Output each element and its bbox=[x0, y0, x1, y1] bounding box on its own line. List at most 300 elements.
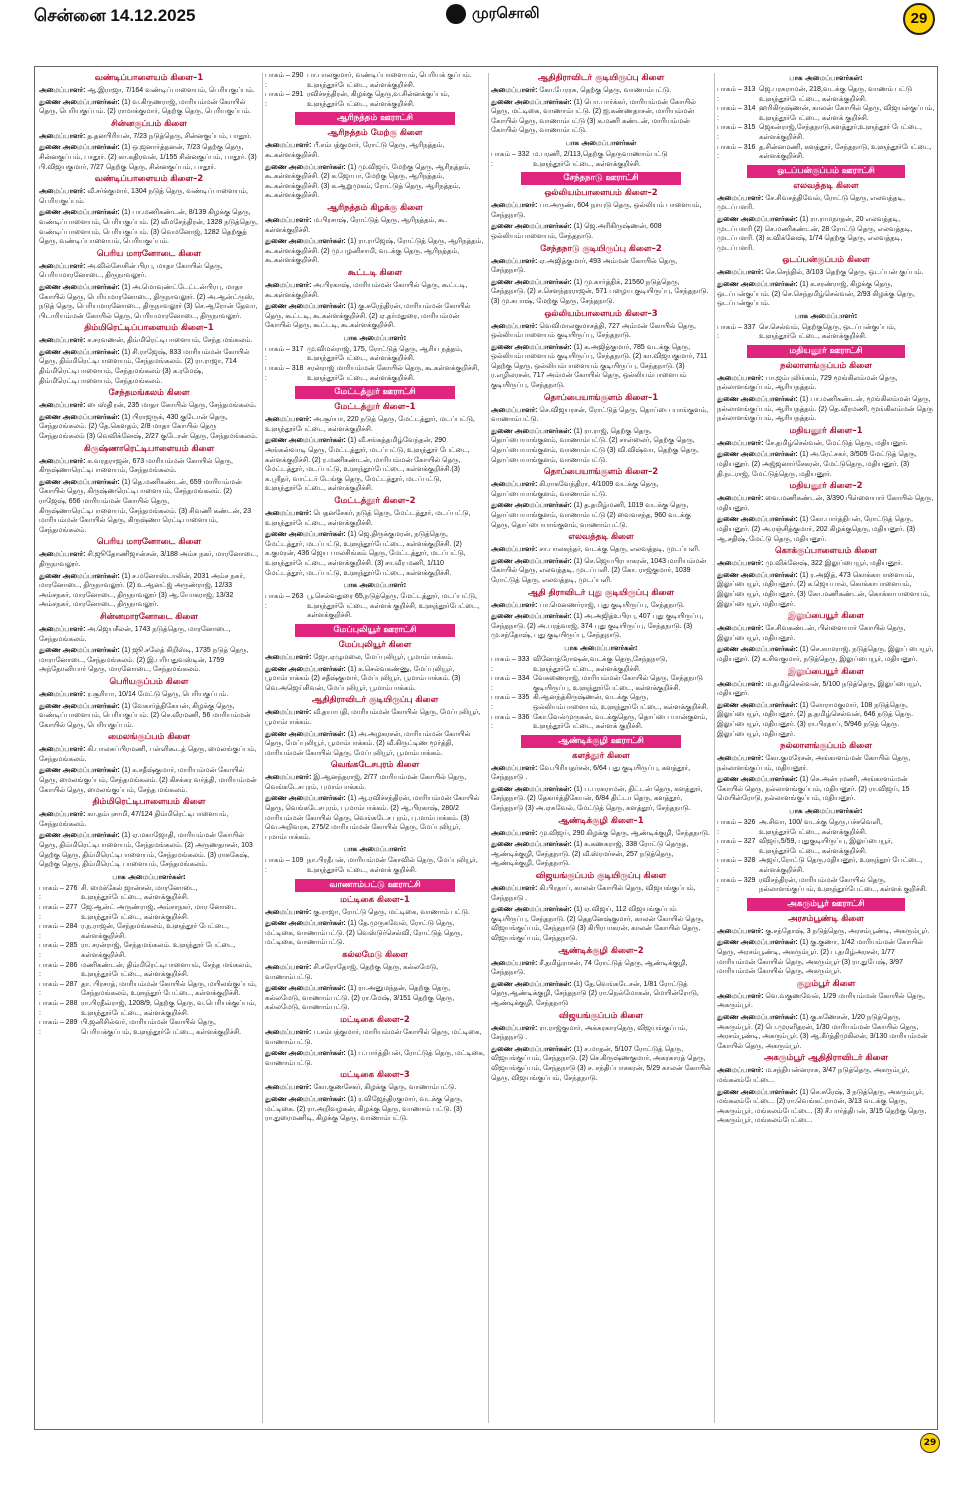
member-entry bbox=[717, 645, 935, 664]
branch-heading: கொக்குப்பாளையம் கிளை bbox=[774, 546, 877, 557]
member-details: ப.சம்பத்குமார், மாரியம்மன் கோயில் தெரு, மட்டிகை, வாணாம்பட்டு. bbox=[265, 1028, 482, 1046]
booth-row bbox=[39, 961, 259, 980]
member-details: (1) சி.ராஜேஷ், 833 மாரியம்மன் கோயில் தெரு, திம்மிரெட்டிபாளையம், சேந்தமங்கலம். (2) ரா.ராஜா, 714 திம்மிரெட்டிபாளையம், சேந்தமங்கலம் (3) க.ரமேஷ், திம்மிரெட்டிபாளையம், சேந்தமங்கலம். bbox=[39, 348, 250, 385]
member-entry bbox=[265, 216, 485, 235]
member-entry bbox=[39, 143, 259, 172]
branch-heading: இலுப்பையூர் கிளை bbox=[787, 611, 865, 622]
role-label: அமைப்பாளர்: bbox=[491, 202, 538, 210]
booth-number: பாகம் – 109 : bbox=[265, 857, 304, 875]
member-details: கி.பிரதாப், காலன் கோயில் தெரு, விஜயங்குப்பம், சேந்தநாடு . bbox=[491, 885, 696, 902]
role-label: துணை அமைப்பாளர்கள்: bbox=[717, 215, 798, 223]
member-details: (1) மு.விஜய், மேற்கு தெரு, ஆரிநத்தம், கூ.கள்ளக்குறிச்சி. (2) க.ஜோபா, மேற்கு தெரு, ஆரிநத்தம், கூ.கள்ளக்குறிச்சி. (3) க.ஆறுமுகம், ரோட்டுத் தெரு, ஆரிநத்தம், கூ.கள்ளக்குறிச்சி. bbox=[265, 163, 471, 200]
member-entry bbox=[491, 601, 711, 611]
booth-number: பாகம் – 263 : bbox=[265, 593, 304, 610]
member-details: (1) க.கணகராஜ், 338 ரோட்டு தெருத, ஆண்டிக்குழி, சேந்தநாடு. (2) வீ.ஸ்ரமர்சன், 257 நடுத்தெரு, ஆண்டிக்குழி, சேந்தநாடு. bbox=[491, 841, 689, 868]
booth-number: பாகம் – 335 : bbox=[491, 694, 530, 711]
member-details: (1) தே.முருகவேல், ரோட்டு தெரு, மட்டிகை, வாணாம்பட்டு. (2) வெஸ்டுர்செல்வி, ரோட்டுத் தெரு, மட்டிகை, வாணாம்பட்டு. bbox=[265, 920, 463, 947]
branch-heading: அரசம்பூண்டி கிளை bbox=[788, 913, 864, 924]
role-label: அமைப்பாளர்: bbox=[39, 811, 86, 819]
member-details: கா.தம்புசாமி, 47/124 திம்மிரெட்டிபாளையம், சேந்தமங்கலம். bbox=[39, 811, 229, 828]
role-label: துணை அமைப்பாளர்கள்: bbox=[491, 1045, 572, 1053]
booth-subheading: பாக அமைப்பாளர்கள்: bbox=[112, 872, 186, 881]
member-entry bbox=[39, 831, 259, 869]
role-label: அமைப்பாளர்: bbox=[265, 709, 312, 717]
member-entry bbox=[39, 86, 259, 96]
content-sheet bbox=[34, 66, 938, 1430]
member-entry bbox=[717, 194, 935, 213]
role-label: துணை அமைப்பாளர்கள்: bbox=[717, 516, 798, 524]
branch-heading: ஆதிதிராவிடர் குடியிருப்பு கிளை bbox=[537, 73, 665, 83]
booth-agent: ஜே.ஆன்ட் அருண்ராஜ், அம்சாநகர், மார னோடை உளுந்தூர்பேட்டை, கள்ளக்குறிச்சி. bbox=[81, 904, 238, 921]
role-label: அமைப்பாளர்: bbox=[717, 755, 764, 763]
role-label: அமைப்பாளர்: bbox=[491, 885, 538, 893]
member-entry bbox=[717, 1066, 935, 1085]
member-details: (1) ஜூ.சலேத் கிறிஸ்டி, 1735 நடுத் தெரு, மாரானோடை, சேந்தமங்கலம். (2) இ.பரியதுவஸ்டின், 1759 அந்தோனியார் தெரு, மாரனோடை, சேந்தமங்கலம். bbox=[39, 647, 249, 674]
member-details: (1) க.சரண்ராஜ், கிழக்கு தெரு, ஒடப்பன்குப்பம். (2) செ.செந்தமிழ்செல்வன், 2/93 கிழக்கு தெரு, ஒடப்பன்குப்பம். bbox=[717, 280, 915, 308]
branch-heading: வெங்கடேசபுரம் கிளை bbox=[330, 760, 420, 771]
booth-row bbox=[39, 903, 259, 922]
role-label: அமைப்பாளர்: bbox=[39, 625, 86, 633]
role-label: துணை அமைப்பாளர்கள்: bbox=[491, 98, 572, 106]
member-entry bbox=[265, 908, 485, 918]
member-entry bbox=[717, 754, 935, 773]
member-entry bbox=[265, 1049, 485, 1068]
member-details: வீ.சர்க்குமார், 1304 நடுத் தெரு, வண்டிப்பாளையம், பெரியகுப்பம். bbox=[39, 188, 248, 205]
member-details: (1) அ.அஜித்உபிரபு, 407 புது குடியிருப்பு, சேந்தநாடு. (2) அ.பரத்வாஜ், 374 புது குடியிருப்பு, சேந்தநாடு. (3) மு.சந்தோஷ், புது குடியிருப்பு, சேந்தநாடு. bbox=[491, 613, 704, 640]
branch-heading: தொப்பையாங்குளம் கிளை–2 bbox=[543, 467, 659, 478]
role-label: துணை அமைப்பாளர்கள்: bbox=[39, 144, 120, 152]
booth-row bbox=[717, 876, 935, 895]
panchayat-banner: மதியனூர் ஊராட்சி bbox=[747, 345, 905, 358]
member-entry bbox=[491, 1045, 711, 1083]
booth-row bbox=[717, 123, 935, 142]
branch-heading: பெரியகுப்பம் கிளை bbox=[109, 676, 189, 687]
booth-number: பாகம் – 290 : bbox=[265, 72, 304, 89]
role-label: துணை அமைப்பாளர்கள்: bbox=[265, 1095, 346, 1103]
member-details: பீ.சம்பத்குமார், ரோட்டு தெரு, ஆரிநத்தம், கூ.கள்ளக்குறிச்சி. bbox=[265, 142, 445, 159]
member-entry bbox=[39, 413, 259, 442]
booth-agent: ரவிசந்திரன், மாரியம்மன் கோயில் தெரு, நல்லாளங்குப்பம், உளுந்தூர்பேட்டை, கள்ளக் குறிச்சி. bbox=[759, 876, 928, 894]
booth-subheading: பாக அமைப்பாளர்கள் bbox=[565, 138, 637, 147]
member-details: (1) க.அஜித்குமார், 785 வடக்கு தெரு, ஒல்லியம்பாளையம் குடியிருப்பு, சேந்தநாடு. (2) கா.விஜயகுமார், 711 தெற்கு தெரு, ஒல்லியம்பாளையம் குடியிருப்பு, சேந்தநாடு. (3) ர.எழிலரசன், 717 அம்மன் கோயில் தெரு, ஒல்லியம்பாளையம் குடியிருப்பு, சேந்தநாடு. bbox=[491, 343, 708, 390]
branch-heading: திம்மிரெட்டிப்பாளையம் கிளை–1 bbox=[84, 323, 214, 334]
member-details: (1) ச.மனோஸ்டாலின், 2031 அம்ச நகர், மாரனோடை, திருநாவலூர். (2) உ.ஆனட்ஜ் அருண்ராஜ், 12/33 அம்சநகர், மாரனோடை, திருநாவலூர் (3) ஆ.யோகராஜ், 13/32 அம்சநகர், மாரனோடை, திருநாவலூர். bbox=[39, 572, 245, 609]
role-label: அமைப்பாளர்: bbox=[717, 495, 764, 503]
member-entry bbox=[717, 938, 935, 976]
role-label: துணை அமைப்பாளர்கள்: bbox=[717, 396, 798, 404]
member-details: (1) அ.மொவுண்ட்டேட்டன்பிரபு, மாதா கோயில் தெரு, பெரியமாரனோடை, திருநாவலூர். (2) அ.ஆன்ட்ருஸ், நடுத் தெரு, பெரியமாரனோடை, திருநாவலூர் (3) செ.ஆரோன் தேவா, பிடாரியம்மன் கோயில் தெரு, பெரியமாரனோடை, திருநாவலூர். bbox=[39, 283, 258, 320]
member-details: இ.ஆனந்தராஜ், 2/77 மாரியம்மன் கோயில் தெரு, வெங்கடேசபுரம், புமாம்பாக்கம். bbox=[265, 774, 467, 791]
member-details: (1) தெ.மணிகண்டன், 659 மாரியம்மன் கோயில் தெரு, கிருஷ்ணரெட்டிபாளையம், சேந்தமங்கலம். (2) ராஜேஷ், 656 மாரியம்மன் கோயில் தெரு, கிருஷ்ணாரெட்டிபாளையம், சேந்தமங்கலம். (3) சிவணி கண்டன், 23 மாரியம்மன் கோயில் தெரு, கிருஷ்ணா ரெட்டிபாளையம், சேந்தமங்கலம். bbox=[39, 478, 252, 534]
branch-heading: மேப்புலியூர் கிளை bbox=[338, 639, 412, 650]
branch-heading: வண்டிப்பாளையம் கிளை–2 bbox=[94, 174, 204, 185]
member-entry bbox=[491, 257, 711, 276]
member-entry bbox=[717, 992, 935, 1011]
role-label: அமைப்பாளர்: bbox=[39, 690, 86, 698]
member-details: ச.சரவணன், திம்மிரெட்டிபாளையம், சேந்த மங்கலம். bbox=[87, 337, 253, 345]
member-details: (1) பா.மணிகண்டன், 8/139 கிழக்கு தெரு, வண்டிப்பாளையம், பெரியகுப்பம். (2) வீமசேந்திரன், 1328 நடுத்தெரு, வண்டிப்பாளையம், பெரியகுப்பம். (3) வெமனோஜ், 1282 தெற்குத் தெரு, வண்டிப்பாளையம், பெரியகுப்பம். bbox=[39, 209, 258, 246]
booth-agent: த.சின்னமணி, களத்தூர், சேந்தநாடு, உளுந்தூர்பேட்டை, கள்ளக்குறிச்சி. bbox=[759, 143, 932, 161]
role-label: அமைப்பாளர்: bbox=[717, 927, 764, 935]
branch-heading: வண்டிப்பாளையம் கிளை–1 bbox=[94, 73, 204, 83]
member-details: செ.செந்தில், 3/103 தெற்கு தெரு, ஒடப்பன் குப்பம். bbox=[765, 269, 924, 277]
role-label: அமைப்பாளர்: bbox=[39, 188, 86, 196]
member-entry bbox=[39, 262, 259, 281]
booth-subheading: பாக அமைப்பாளர்: bbox=[343, 845, 407, 854]
booth-subheading: பாக அமைப்பாளர்: bbox=[343, 581, 407, 590]
booth-row bbox=[491, 713, 711, 732]
member-entry bbox=[491, 785, 711, 814]
member-details: (1) க.சதீஷ்குமார், மாரியம்மன் கோயில் தெரு, மைலங்குப்பம், சேந்தமங்கலம். (2) கிசக்கர வர்த்தி, மாரியம்மன் கோயில் தெரு, மைலங்குப்பம், சேந்த மங்கலம். bbox=[39, 767, 257, 794]
booth-row bbox=[39, 980, 259, 999]
member-entry bbox=[491, 86, 711, 96]
edition-date: சென்னை 14.12.2025 bbox=[34, 6, 196, 25]
booth-agent: ஜெ.பரசுராமன், 218,வடக்கு தெரு, வாணம் பட்டு உளுந்தூர்பேட்டை, கள்ளக்குறிச்சி. bbox=[759, 86, 912, 103]
member-entry bbox=[717, 571, 935, 609]
column-1 bbox=[39, 71, 259, 1425]
role-label: துணை அமைப்பாளர்கள்: bbox=[39, 283, 120, 291]
member-entry bbox=[39, 401, 259, 411]
member-details: (1) மு.கார்த்திக், 21560 நடுத்தெரு, சேந்தநாடு. (2) ச.சௌந்தரராஜன், 571 பழைய குடியிருப்பு, சேந்தநாடு. (3) மு.சுபாஷ், மேற்கு தெரு, சேந்தநாடு. bbox=[491, 278, 709, 305]
member-entry bbox=[717, 215, 935, 253]
role-label: துணை அமைப்பாளர்கள்: bbox=[491, 980, 572, 988]
role-label: அமைப்பாளர்: bbox=[717, 194, 764, 202]
booth-agent: பா.பாலகுமார், வண்டிப்பாளையம், பெரியக் குப்பம். உளுந்தூர்பேட்டை, கள்ளக்குறிச்சி. bbox=[307, 72, 472, 89]
member-details: (1) செ.சுரேஷ், 3 நடுத்தெரு, அகரும்பூர், மங்கலம்பேட்டை. (2) ரா.வெங்கட்ராமன், 3/13 வடக்கு தெரு, அகரும்பூர், மங்கலம்பேட்டை. (3) சீ.பார்த்திபன், 3/15 தெற்கு தெரு, அகரும்பூர், மங்கலம்பேட்டை. bbox=[717, 1088, 927, 1125]
member-details: த.தனபிரியன், 7/23 நடுத்தெரு, சின்னகுப்பம், பாதூர். bbox=[87, 132, 252, 140]
role-label: துணை அமைப்பாளர்கள்: bbox=[717, 646, 798, 654]
booth-row bbox=[265, 364, 485, 383]
role-label: அமைப்பாளர்: bbox=[717, 625, 764, 633]
role-label: அமைப்பாளர்: bbox=[265, 216, 312, 224]
member-details: (1) செ.ஜெயபிரபாகரன், 1043 மாரியம்மன் கோயில் தெரு, எலவத்தடி, முடப்பளி. (2) கோ. ராஜ்குமார், 1039 ரோட்டுத் தெரு, எலவத்தடி, முடப்பளி. bbox=[491, 557, 707, 584]
member-entry bbox=[717, 701, 935, 739]
member-entry bbox=[39, 348, 259, 386]
member-entry bbox=[39, 98, 259, 117]
branch-heading: எலவத்தடி கிளை bbox=[793, 180, 859, 191]
column-2 bbox=[265, 71, 485, 1425]
booth-agent: நா.பிரதீபன், மாரியம்மன் கோவில் தெரு, மேப்புலியூர், உளுந்தூர்பேட்டை, கள்ளக் குறிச்சி. bbox=[307, 857, 478, 875]
role-label: துணை அமைப்பாளர்கள்: bbox=[265, 531, 346, 539]
member-entry bbox=[717, 280, 935, 309]
member-details: (1) கோ.பார்த்திபன், ரோட்டுத் தெரு, மதியனூர். (2) அ.ரஞ்சித்குமார், 202 கிழக்குதெரு, மதியனூர். (3) ஆ.சதிஷ், மேட்டு தெரு, மதியனூர். bbox=[717, 516, 916, 543]
branch-heading: மட்டிகை கிளை–2 bbox=[340, 1014, 410, 1025]
member-details: செ.விஜயரசன், ரோட்டுத் தெரு, தொப்பை யாங்குளம், வாணாம்பட்டு. bbox=[491, 406, 709, 424]
role-label: துணை அமைப்பாளர்கள்: bbox=[39, 767, 120, 775]
booth-agent: மணிகண்டன், திம்மிரெட்டிபாளையம், சேந்த மங்கலம், உளுந்தூர்பேட்டை, கள்ளக்குறிச்சி. bbox=[81, 961, 252, 979]
role-label: துணை அமைப்பாளர்கள்: bbox=[39, 832, 120, 840]
role-label: அமைப்பாளர்: bbox=[265, 281, 312, 289]
role-label: துணை அமைப்பாளர்கள்: bbox=[491, 223, 572, 231]
role-label: அமைப்பாளர்: bbox=[39, 746, 86, 754]
role-label: அமைப்பாளர்: bbox=[265, 142, 312, 150]
branch-heading: பெரிய மாரனோடை கிளை bbox=[96, 537, 202, 548]
booth-agent: ஜெகன்ராஜ்,சேந்தநாடு,களத்தூர்,உளுந்தூர் பேட்டை, கள்ளக்குறிச்சி. bbox=[759, 124, 922, 141]
role-label: துணை அமைப்பாளர்கள்: bbox=[39, 348, 120, 356]
branch-heading: மைலங்குப்பம் கிளை bbox=[107, 732, 191, 743]
role-label: துணை அமைப்பாளர்கள்: bbox=[39, 413, 120, 421]
member-entry bbox=[265, 1083, 485, 1093]
member-entry bbox=[491, 201, 711, 220]
member-entry bbox=[265, 794, 485, 842]
member-details: அ.சூர்யா, 220 நடுத் தெரு, மேட்டத்தூர், மடப்பட்டு, உளுந்தூர்பேட்டை, கள்ளக்குறிச்சி. bbox=[265, 416, 475, 433]
member-entry bbox=[39, 810, 259, 829]
member-details: (1) அ.ரேட்சகர், 3/505 மேட்டுத் தெரு, மதியனூர். (2) அஜ்ஜனார்சேகரன், மேட்டுதெரு, மதியனூர். (3) தி.நடராஜ், மேட்டுத்தெரு, மதியனூர். bbox=[717, 451, 917, 478]
booth-agent: ரா. சரன்ராஜ், சேந்தமங்கலம். உளுந்தூர் பேட்டை, கள்ளக்குறிச்சி. bbox=[81, 942, 236, 959]
member-details: (1) ஜெ.அரிகிருஷ்ணன், 608 ஒல்லியம்பாளையம், சேந்தநாடு. bbox=[491, 223, 662, 240]
panchayat-banner: மேப்புலியூர் ஊராட்சி bbox=[295, 624, 455, 637]
role-label: துணை அமைப்பாளர்கள்: bbox=[265, 238, 346, 246]
role-label: அமைப்பாளர்: bbox=[491, 481, 538, 489]
booth-number: பாகம் – 284 : bbox=[39, 923, 78, 940]
branch-heading: களத்தூர் கிளை bbox=[572, 750, 630, 761]
role-label: துணை அமைப்பாளர்கள்: bbox=[491, 906, 572, 914]
newspaper-name: முரசொலி bbox=[472, 4, 540, 22]
booth-number: பாகம் – 313 : bbox=[717, 86, 756, 103]
booth-number: பாகம் – 285 : bbox=[39, 942, 78, 959]
role-label: துணை அமைப்பாளர்கள்: bbox=[717, 280, 798, 288]
panchayat-banner: வாணாம்பட்டு ஊராட்சி bbox=[295, 879, 455, 892]
member-entry bbox=[265, 436, 485, 494]
role-label: துணை அமைப்பாளர்கள்: bbox=[491, 785, 572, 793]
role-label: துணை அமைப்பாளர்கள்: bbox=[265, 163, 346, 171]
member-details: மு.விக்னேஷ், 322 இலுப்பையூர், மதியனூர். bbox=[765, 560, 903, 568]
branch-heading: நல்லாளங்குப்பம் கிளை bbox=[780, 741, 872, 752]
member-entry bbox=[265, 963, 485, 982]
booth-row bbox=[39, 922, 259, 941]
booth-row bbox=[717, 856, 935, 875]
member-entry bbox=[265, 1095, 485, 1124]
booth-number: பாகம் – 287 : bbox=[39, 980, 78, 998]
sun-emblem-icon bbox=[446, 4, 466, 24]
member-entry bbox=[265, 530, 485, 578]
role-label: அமைப்பாளர்: bbox=[491, 601, 538, 609]
booth-agent: கி.ஆனந்த்கிருஷ்ணன், வடக்கு தெரு, ஒல்லியம்பாளையம், உளுந்தூர்பேட்டை, கள்ளக்குறிச்சி. bbox=[533, 694, 709, 711]
member-entry bbox=[491, 278, 711, 307]
member-details: சே.தமிழ்செல்வன், மேட்டுத் தெரு, மதியனூர். bbox=[765, 439, 908, 447]
role-label: துணை அமைப்பாளர்கள்: bbox=[39, 647, 120, 655]
branch-heading: சின்னமாரனோடை கிளை bbox=[100, 611, 198, 622]
booth-row bbox=[491, 693, 711, 712]
booth-agent: அ.சிவா, 100/ வடக்கு தெரு,பச்சவெளி, உளுந்தூர்பேட்டை, கள்ளக்குறிச்சி. bbox=[759, 819, 883, 836]
member-entry bbox=[491, 829, 711, 839]
booth-row bbox=[717, 104, 935, 123]
booth-agent: ர.ந.ராஜன், சேந்தமங்கலம், உளுந்தூர் பேட்டை, கள்ளக்குறிச்சி. bbox=[81, 923, 229, 940]
role-label: அமைப்பாளர்: bbox=[39, 457, 86, 465]
booth-agent: வினோத்ரோஷன்,வடக்கு தெரு,சேந்தநாடு, உளுந்தூர்பேட்டை, கள்ளக்குறிச்சி. bbox=[533, 655, 668, 673]
member-entry bbox=[265, 708, 485, 727]
role-label: துணை அமைப்பாளர்கள்: bbox=[491, 841, 572, 849]
booth-agent: பூ.செல்வதுரை 65,நடுத்தெரு, மேட்டத்தூர், மடப்பட்டு, உளுந்தூர்பேட்டை, கள்ளக் குறிச்சி, உளுந்தூர்பேட்டை, கள்ளக்குறிச்சி. bbox=[307, 593, 480, 620]
booth-number: பாகம் – 316 : bbox=[717, 143, 756, 161]
booth-number: பாகம் – 329 : bbox=[717, 876, 756, 894]
booth-number: பாகம் – 333 : bbox=[491, 655, 530, 673]
member-details: வை.மணிகண்டன், 3/390 பிள்ளையார் கோயில் தெரு, மதியனூர். bbox=[717, 495, 934, 512]
member-entry bbox=[717, 395, 935, 424]
member-details: (1) ஒ.ஜனார்த்தனன், 7/23 தெற்கு தெரு, சின்னகுப்பம், பாதூர். (2) கா.கதிரவன், 1/155 சின்னகுப்பம், பாதூர். (3) பி.விஜயகுமார், 7/27 தெற்கு தெரு, சின்னகுப்பம், பாதூர். bbox=[39, 144, 257, 171]
role-label: அமைப்பாளர்: bbox=[265, 964, 312, 971]
booth-row bbox=[491, 150, 711, 169]
booth-number: பாகம் – 314 : bbox=[717, 105, 756, 122]
member-details: (1) தே.வெங்கடேசன், 1/81 ரோட்டுத் தெரு,ஆண்டிக்குழி, சேந்தநாடு (2) ரா.நெல்மோகன், மெயின்ரோடு, ஆண்டிக்குழி, சேந்தநாடு bbox=[491, 980, 699, 1007]
booth-agent: ம.பரணி, 2/113,தெற்கு தெருவாணாம்பட்டு உளுந்தூர்பேட்டை, கள்ளக்குறிச்சி. bbox=[533, 150, 668, 168]
member-details: வெவிமாலகுமாசத்தி, 727 அம்மன் கோயில் தெரு, ஒல்லியம்பாளையம் குடியிருப்பு, சேந்தநாடு. bbox=[491, 322, 697, 340]
member-details: (1) கு.குணா, 1/42 மாரியம்மன் கோயில் தெரு, அரசம்பூண்டி, அகரும்பூர். (2) ப.தமிழ்அரசன், 1/77 மாரியம்மன் கோயில் தெரு, அகரும்பூர் (3) ரா.துபேஷ், 3/97 மாரியம்மன் கோயில் தெரு, அகரும்பூர். bbox=[717, 939, 923, 976]
role-label: துணை அமைப்பாளர்கள்: bbox=[491, 278, 572, 286]
branch-heading: பெரிய மாரனோடை கிளை bbox=[96, 248, 202, 259]
booth-number: பாகம் – 315 : bbox=[717, 124, 756, 141]
role-label: அமைப்பாளர்: bbox=[39, 87, 86, 94]
role-label: துணை அமைப்பாளர்கள்: bbox=[717, 571, 798, 579]
member-entry bbox=[717, 624, 935, 643]
booth-row bbox=[39, 941, 259, 960]
booth-agent: ஹரிகிருஷ்ணன், காலன் கோயில் தெரு, விஜயன்குப்பம், உளுந்தூர்பேட்டை, கள்ளக் குறிச்சி. bbox=[759, 105, 935, 122]
role-label: துணை அமைப்பாளர்கள்: bbox=[491, 427, 572, 435]
booth-row bbox=[265, 856, 485, 875]
member-entry bbox=[717, 268, 935, 278]
member-entry bbox=[491, 545, 711, 555]
member-details: (1) ரா.ராஜேஷ், ரோட்டுத் தெரு, ஆரிநத்தம், கூ.கள்ளக்குறிச்சி. (2) மு.பழனிசாமி, வடக்கு தெரு, ஆரிநத்தம், கூ.கள்ளக்குறிச்சி. bbox=[265, 238, 484, 265]
column-divider bbox=[262, 73, 263, 1423]
branch-heading: மேட்டத்தூர் கிளை–2 bbox=[334, 496, 416, 506]
member-details: சி.சரோதோஜ், தெற்கு தெரு, கல்லமேடு, வாணாம்பட்டு. bbox=[265, 964, 439, 981]
role-label: துணை அமைப்பாளர்கள்: bbox=[491, 343, 572, 351]
member-entry bbox=[39, 625, 259, 644]
booth-number: பாகம் – 286 : bbox=[39, 961, 78, 979]
member-details: (1) ரா.ராஜ், தெற்கு தெரு, தொப்பையாங்குளம், வாணாம்பட்டு. (2) சாள்லைர், தெற்கு தெரு, தொப்பையாங்குளம், வாணாம்பட்டு (3) வி.விஷ்வா, தெற்கு தெரு, தொப்பையாங்குளம், வாணாம்பட்டு. bbox=[491, 427, 699, 464]
booth-subheading: பாக அமைப்பாளர்: bbox=[794, 311, 858, 320]
booth-row bbox=[717, 323, 935, 342]
masthead bbox=[0, 0, 972, 34]
panchayat-banner: அகரும்பூர் ஊராட்சி bbox=[747, 898, 905, 911]
member-entry bbox=[491, 884, 711, 903]
branch-heading: கிருஷ்ணாரெட்டிபாளையம் கிளை bbox=[83, 443, 215, 454]
role-label: துணை அமைப்பாளர்கள்: bbox=[265, 985, 346, 993]
branch-heading: அகரும்பூர் ஆதிதிராவிடர் கிளை bbox=[763, 1053, 889, 1064]
booth-agent: தா. பிரசாத், மாரியம்மன் கோயில் தெரு, மயிலங்குப்பம், சேந்தமங்கலம், உளுந்தூர் பேட்டை, கள்ளக்குறிச்சி. bbox=[81, 980, 257, 998]
member-entry bbox=[717, 450, 935, 479]
role-label: துணை அமைப்பாளர்கள்: bbox=[717, 451, 798, 459]
member-details: (1) ஏ.மகாஜோதி, மாரியம்மன் கோயில் தெரு, திம்மிரெட்டிபாளையம், சேந்தமங்கலம். (2) அருணதாசன், 103 தெற்கு தெரு, திம்மிரெட்டிபாளையம், சேந்தமங்கலம். (3) ராசுகேஷ், தெற்கு தெரு, திம்மிரெட்டி பாளையம், சேந்தமங்கலம். bbox=[39, 832, 253, 869]
booth-number: பாகம் – 276 : bbox=[39, 884, 78, 902]
booth-number: பாகம் – 328 : bbox=[717, 857, 756, 875]
role-label: அமைப்பாளர்: bbox=[491, 322, 538, 330]
footer-page-number: 29 bbox=[920, 1433, 940, 1453]
branch-heading: ஆண்டிக்குழி கிளை–2 bbox=[558, 945, 644, 956]
role-label: துணை அமைப்பாளர்கள்: bbox=[39, 98, 120, 106]
booth-subheading: பாக அமைப்பாளர்கள்: bbox=[789, 74, 863, 82]
column-3 bbox=[491, 71, 711, 1425]
branch-heading: நல்லாளங்குப்பம் கிளை bbox=[780, 360, 872, 371]
member-details: ம.தமிழ்செல்வன், 5/100 நடுத்தெரு, இலுப்பையூர், மதியனூர். bbox=[717, 680, 922, 698]
role-label: துணை அமைப்பாளர்கள்: bbox=[39, 209, 120, 217]
member-details: கி.ராகவேந்திரா, 4/1009 வடக்கு தெரு, தொப்பையாங்குளம், வாணாம்பட்டு. bbox=[491, 481, 659, 498]
booth-agent: கோ.வேல்முருகன், வடக்குதெரு, தொப்பை யான்குளம், உளுந்தூர்பேட்டை, கள்ளக் குறிச்சி. bbox=[533, 713, 708, 731]
member-details: (1) பா.மணிகண்டன், மூங்கிலம்மன் தெரு, நல்லாளங்குப்பம், ஆரியநத்தம். (2) தெ.வீரமணி, மூங்கிலம்மன் தெரு நல்லாளங்குப்பம், ஆரியநத்தம். bbox=[717, 396, 933, 423]
booth-agent: சி. மைக்கேல் ஜான்சன், மாரனோடை, உளுந்தூர்பேட்டை, கள்ளக்குறிச்சி. bbox=[81, 884, 198, 902]
branch-heading: சேந்தநாடு குடியிருப்பு கிளை–2 bbox=[540, 243, 662, 254]
member-entry bbox=[39, 766, 259, 795]
member-entry bbox=[491, 840, 711, 869]
role-label: அமைப்பாளர்: bbox=[39, 337, 86, 345]
member-entry bbox=[265, 1028, 485, 1047]
member-entry bbox=[39, 132, 259, 142]
role-label: அமைப்பாளர்: bbox=[265, 416, 312, 424]
member-details: (1) க.செல்வகண்ணு, மேப்புலியூர், பூமாம்பாக்கம் (2) சதீஷ்குமார், மேப்புலியூர், பூமாம்பாக்கம். (3) வெ.அஜெய்சிவன், மேப்புலியூர், பூமாம்பாக்கம். bbox=[265, 665, 461, 692]
role-label: அமைப்பாளர்: bbox=[265, 1084, 312, 1092]
member-details: சே.சிவகண்டன், பிள்ளையார் கோயில் தெரு, இலுப்பையூர், மதியனூர். bbox=[717, 625, 906, 642]
role-label: அமைப்பாளர்: bbox=[265, 653, 312, 661]
member-entry bbox=[39, 187, 259, 206]
member-details: (1) லோராமகுமார், 108 நடுத்தெரு, இலுப்பையூர், மதியனூர். (2) த.தமிழ்செல்வன், 646 நடுத் தெரு. இலுப்பையூர், மதியனூர். (3) ரா.பிரதாப், 5/946 நடுத் தெரு. இலுப்பையூர், மதியனூர். bbox=[717, 701, 914, 738]
booth-number: பாகம் – 326 : bbox=[717, 819, 756, 836]
role-label: அமைப்பாளர்: bbox=[491, 546, 538, 554]
member-entry bbox=[265, 302, 485, 331]
member-details: ஆ.இராஜா, 7/164 வண்டிப்பாளையம், பெரியகுப்பம். bbox=[87, 87, 255, 94]
booth-row bbox=[39, 999, 259, 1018]
member-details: (1) ரா.அனுமந்தன், தெற்கு தெரு, கல்லமேடு, வாணாம்பட்டு. (2) ரா.மேஷ், 3/151 தெற்கு தெரு, கல்லமேடு, வாணாம்பட்டு. bbox=[265, 985, 455, 1012]
member-entry bbox=[265, 281, 485, 300]
member-entry bbox=[717, 374, 935, 393]
booth-agent: மு.விமல்ராஜ், 175, ரோட்டுத் தெரு, ஆரிய நத்தம், உளுந்தூர்பேட்டை, கள்ளக்குறிச்சி. bbox=[307, 345, 463, 363]
role-label: துணை அமைப்பாளர்கள்: bbox=[717, 701, 798, 709]
member-details: (1) கு.கணேசன், 1/20 நடுத்தெரு, அகரும்பூர். (2) பெ.முரளிதரன், 1/30 மாரியம்மன் கோயில் தெரு, அரசம்பூண்டி, அகரும்பூர். (3) ஆ.கீர்த்திமுகிலன், 3/130 மாரியம்மன் கோயில் தெரு, அகரும்பூர். bbox=[717, 1013, 928, 1050]
member-entry bbox=[491, 406, 711, 425]
booth-subheading: பாக அமைப்பாளர்: bbox=[343, 333, 407, 342]
member-details: அ.பிரகாஷ், மாரியம்மன் கோயில் தெரு, கூட்டடி, கூ.கள்ளக்குறிச்சி. bbox=[265, 281, 468, 299]
member-details: ஜோ.ஏழுமலை, மேப்புலியூர், பூமாம்பாக்கம். bbox=[313, 653, 454, 661]
member-details: பா.அருண், 604 நாயுடு தெரு, ஒல்லியம் பாளையம், சேந்தநாடு. bbox=[491, 202, 702, 219]
member-details: (1) ஆ.ரவிச்சந்திரன், மாரியம்மன் கோயில் தெரு, வெங்கடேசபுரம், பு.மாம்பாக்கம். (2) ஆ.பிரகாஷ், 280/2 மாரியம்மன் கோயில் தெரு, வெங்கடேச புரம், பு.மாம்பாக்கம். (3) வெ.அறிவரசு, 275/2 மாரியம்மன் கோயில் தெரு, மேப்புலியூர், புமாம்பாக்கம். bbox=[265, 795, 480, 841]
member-details: கோ.பேரரசு, தெற்கு தெரு, வாணாம்பட்டு. bbox=[539, 87, 672, 94]
member-details: வே.பிரியதர்சன், 6/64 புது குடியிருப்பு, களத்தூர், சேந்தநாடு . bbox=[491, 764, 691, 782]
booth-agent: அஜய்,ரோட்டு தெரு,மதியனூர், உளுந்தூர் பேட்டை, கள்ளக்குறிச்சி. bbox=[759, 857, 923, 875]
member-details: ஏ.அஜித்குமார், 493 அம்மன் கோயில் தெரு, சேந்தநாடு. bbox=[491, 257, 678, 275]
member-entry bbox=[491, 557, 711, 586]
member-details: அ.வில்சோசின் பிரபு, மாதா கோயில் தெரு, பெரியமாரனோடை, திருநாவலூர். bbox=[39, 262, 223, 280]
member-details: ம.சந்தியன்னராசு, 3/47 நடுத்தெரு, அகரும்பூர், மங்கலம்பேட்டை. bbox=[717, 1067, 910, 1084]
member-entry bbox=[265, 509, 485, 528]
member-details: (1) அ.அழகரசன், மாரியம்மன் கோயில் தெரு, மேப்புலியூர், பூமாம்பாக்கம். (2) வீ.கிருட்டிண மூர்த்தி, மாரியம்மன் கோயில் தெரு, மேப்புலியூர், பூமாம்பாக்கம். bbox=[265, 730, 471, 757]
role-label: அமைப்பாளர்: bbox=[39, 551, 86, 559]
column-divider bbox=[714, 73, 715, 1423]
member-details: (1) ஜெ.திருக்குமரன், நடுத்தெரு, மேட்டத்தூர், மடப்பட்டு, உளுந்தூர்பேட்டை, கள்ளக்குறிச்சி. (2) க.குமரன், 436 ஜெய பாலசிங்கம் தெரு, மேட்டத்தூர், மடப்பட்டு, உளுந்தூர்பேட்டை, கள்ளக்குறிச்சி. (3) சா.வீர மணி, 1/110 மேட்டத்தூர், மடப்பட்டு, உளுந்தூர்பேட்டை, கள்ளக்குறிச்சி. bbox=[265, 531, 466, 577]
role-label: அமைப்பாளர்: bbox=[491, 87, 538, 94]
member-entry bbox=[265, 653, 485, 663]
booth-agent: விஜய்,5/59, புதுகுடியிருப்பு, இலுப்பையூர், உளுந்தூர்பேட்டை, கள்ளக்குறிச்சி. bbox=[759, 838, 893, 855]
booth-row bbox=[717, 143, 935, 162]
booth-number: பாகம் – 334 : bbox=[491, 675, 530, 692]
role-label: துணை அமைப்பாளர்கள்: bbox=[717, 939, 798, 947]
branch-heading: ஒடப்பன்குப்பம் கிளை bbox=[782, 255, 870, 266]
panchayat-banner: ஆண்டிக்குழி ஊராட்சி bbox=[521, 735, 681, 748]
role-label: துணை அமைப்பாளர்கள்: bbox=[491, 502, 572, 510]
member-details: பா.மெனணர்ராஜ், புது குடியிருப்பு, சேந்தநாடு. bbox=[539, 601, 685, 609]
member-entry bbox=[39, 702, 259, 731]
role-label: அமைப்பாளர்: bbox=[491, 257, 538, 265]
member-details: ர.சூரியா, 10/14 மேட்டு தெரு, பெரியகுப்பம். bbox=[87, 690, 229, 698]
booth-agent: ரா.பிரதீவ்ராஜ், 1208/9, தெற்கு தெரு, வ.பெரியக்குப்பம், உளுந்தூர்பேட்டை, கள்ளக்குறிச்சி. bbox=[81, 999, 257, 1017]
booth-subheading: பாக அமைப்பாளர்கள்: bbox=[789, 807, 863, 816]
member-entry bbox=[265, 919, 485, 948]
member-entry bbox=[491, 980, 711, 1009]
branch-heading: இலுப்பையூர் கிளை bbox=[787, 666, 865, 677]
member-entry bbox=[717, 494, 935, 513]
member-entry bbox=[491, 764, 711, 783]
role-label: அமைப்பாளர்: bbox=[491, 764, 538, 772]
role-label: அமைப்பாளர்: bbox=[717, 680, 764, 688]
branch-heading: ஆரிநத்தம் மேற்கு கிளை bbox=[327, 128, 423, 139]
